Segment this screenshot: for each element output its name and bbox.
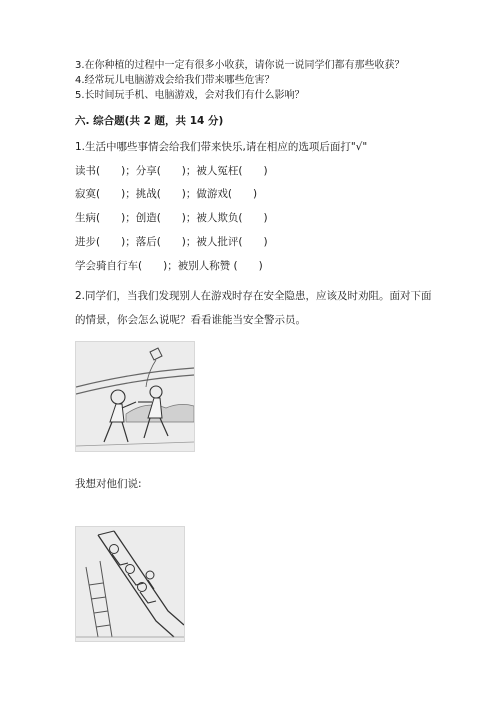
q1-row: 进步( )；落后( )；被人批评( ) (75, 236, 268, 248)
kite-playing-illustration (75, 341, 195, 452)
section-title: 六. 综合题(共 2 题，共 14 分) (75, 115, 224, 127)
q1-row: 生病( )；创造( )；被人欺负( ) (75, 212, 268, 224)
slide-playing-illustration (75, 526, 185, 642)
q2-prompt-line2: 的情景，你会怎么说呢？看看谁能当安全警示员。 (75, 314, 306, 326)
q1-row: 读书( )；分享( )；被人冤枉( ) (75, 165, 268, 177)
question-4: 4.经常玩儿电脑游戏会给我们带来哪些危害？ (75, 75, 275, 86)
question-3: 3.在你种植的过程中一定有很多小收获，请你说一说同学们都有那些收获？ (75, 60, 405, 71)
q2-prompt-line1: 2.同学们，当我们发现别人在游戏时存在安全隐患，应该及时劝阻。面对下面 (75, 290, 432, 302)
question-5: 5.长时间玩手机、电脑游戏，会对我们有什么影响？ (75, 90, 305, 101)
answer-label: 我想对他们说: (75, 478, 142, 490)
q1-row: 学会骑自行车( )；被别人称赞 ( ) (75, 260, 263, 272)
q1-prompt: 1.生活中哪些事情会给我们带来快乐,请在相应的选项后面打"√" (75, 141, 368, 153)
q1-row: 寂寞( )；挑战( )；做游戏( ) (75, 188, 258, 200)
